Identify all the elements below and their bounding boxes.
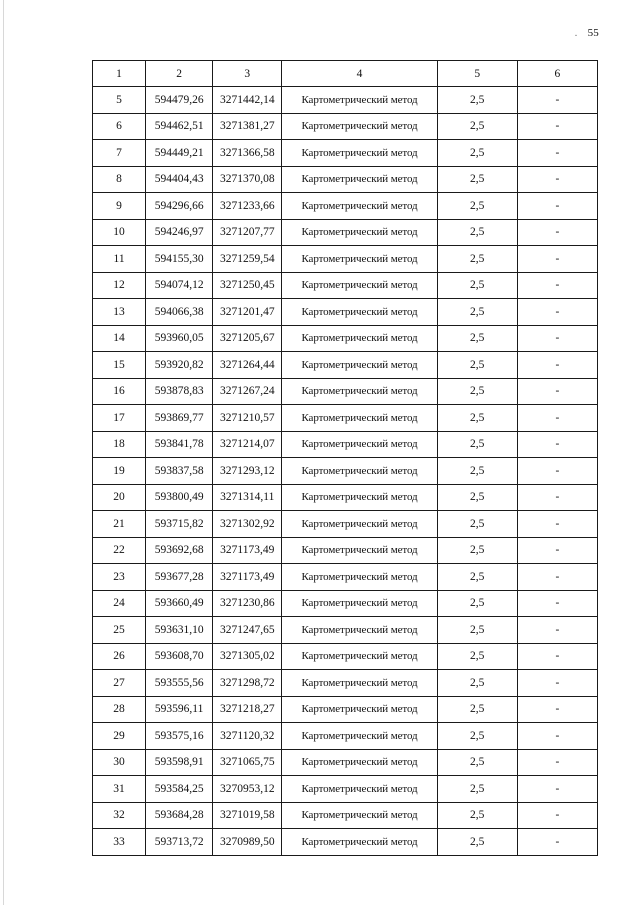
y-coordinate-cell: 3271065,75 — [213, 749, 282, 776]
accuracy-cell: 2,5 — [437, 431, 517, 458]
x-coordinate-cell: 593869,77 — [146, 405, 213, 432]
table-row — [93, 87, 598, 114]
accuracy-cell: 2,5 — [437, 140, 517, 167]
x-coordinate-cell: 593800,49 — [146, 484, 213, 511]
description-cell: - — [517, 829, 597, 856]
description-cell: - — [517, 246, 597, 273]
table-row — [93, 829, 598, 856]
description-cell: - — [517, 484, 597, 511]
x-coordinate-cell: 594462,51 — [146, 113, 213, 140]
x-coordinate-cell: 594155,30 — [146, 246, 213, 273]
x-coordinate-cell: 593841,78 — [146, 431, 213, 458]
method-cell: Картометрический метод — [282, 87, 437, 114]
point-number-cell: 27 — [93, 670, 146, 697]
x-coordinate-cell: 593631,10 — [146, 617, 213, 644]
point-number-cell: 12 — [93, 272, 146, 299]
y-coordinate-cell: 3271267,24 — [213, 378, 282, 405]
x-coordinate-cell: 593596,11 — [146, 696, 213, 723]
point-number-cell: 17 — [93, 405, 146, 432]
accuracy-cell: 2,5 — [437, 696, 517, 723]
y-coordinate-cell: 3271370,08 — [213, 166, 282, 193]
point-number-cell: 13 — [93, 299, 146, 326]
accuracy-cell: 2,5 — [437, 352, 517, 379]
table-row — [93, 458, 598, 485]
table-row — [93, 405, 598, 432]
table-row — [93, 484, 598, 511]
point-number-cell: 21 — [93, 511, 146, 538]
accuracy-cell: 2,5 — [437, 272, 517, 299]
table-row — [93, 140, 598, 167]
x-coordinate-cell: 593575,16 — [146, 723, 213, 750]
point-number-cell: 26 — [93, 643, 146, 670]
y-coordinate-cell: 3271205,67 — [213, 325, 282, 352]
y-coordinate-cell: 3271293,12 — [213, 458, 282, 485]
method-cell: Картометрический метод — [282, 405, 437, 432]
point-number-cell: 15 — [93, 352, 146, 379]
y-coordinate-cell: 3271173,49 — [213, 564, 282, 591]
x-coordinate-cell: 593960,05 — [146, 325, 213, 352]
accuracy-cell: 2,5 — [437, 829, 517, 856]
accuracy-cell: 2,5 — [437, 113, 517, 140]
point-number-cell: 28 — [93, 696, 146, 723]
method-cell: Картометрический метод — [282, 378, 437, 405]
method-cell: Картометрический метод — [282, 484, 437, 511]
accuracy-cell: 2,5 — [437, 166, 517, 193]
method-cell: Картометрический метод — [282, 246, 437, 273]
x-coordinate-cell: 594296,66 — [146, 193, 213, 220]
x-coordinate-cell: 593837,58 — [146, 458, 213, 485]
x-coordinate-cell: 593584,25 — [146, 776, 213, 803]
point-number-cell: 30 — [93, 749, 146, 776]
accuracy-cell: 2,5 — [437, 590, 517, 617]
x-coordinate-cell: 593660,49 — [146, 590, 213, 617]
description-cell: - — [517, 564, 597, 591]
point-number-cell: 5 — [93, 87, 146, 114]
page-mark: . — [574, 27, 578, 39]
y-coordinate-cell: 3271230,86 — [213, 590, 282, 617]
y-coordinate-cell: 3271019,58 — [213, 802, 282, 829]
accuracy-cell: 2,5 — [437, 484, 517, 511]
method-cell: Картометрический метод — [282, 723, 437, 750]
accuracy-cell: 2,5 — [437, 643, 517, 670]
x-coordinate-cell: 593684,28 — [146, 802, 213, 829]
accuracy-cell: 2,5 — [437, 87, 517, 114]
x-coordinate-cell: 594066,38 — [146, 299, 213, 326]
method-cell: Картометрический метод — [282, 564, 437, 591]
description-cell: - — [517, 405, 597, 432]
accuracy-cell: 2,5 — [437, 299, 517, 326]
page-number-value: 55 — [587, 27, 599, 39]
y-coordinate-cell: 3270953,12 — [213, 776, 282, 803]
description-cell: - — [517, 87, 597, 114]
x-coordinate-cell: 593555,56 — [146, 670, 213, 697]
description-cell: - — [517, 511, 597, 538]
method-cell: Картометрический метод — [282, 113, 437, 140]
accuracy-cell: 2,5 — [437, 749, 517, 776]
header-cell-2: 2 — [146, 61, 213, 87]
accuracy-cell: 2,5 — [437, 378, 517, 405]
header-cell-4: 4 — [282, 61, 437, 87]
x-coordinate-cell: 593878,83 — [146, 378, 213, 405]
table-row — [93, 272, 598, 299]
accuracy-cell: 2,5 — [437, 670, 517, 697]
table-row — [93, 617, 598, 644]
header-cell-5: 5 — [437, 61, 517, 87]
table-row — [93, 537, 598, 564]
y-coordinate-cell: 3271366,58 — [213, 140, 282, 167]
x-coordinate-cell: 593713,72 — [146, 829, 213, 856]
y-coordinate-cell: 3271233,66 — [213, 193, 282, 220]
point-number-cell: 18 — [93, 431, 146, 458]
method-cell: Картометрический метод — [282, 749, 437, 776]
method-cell: Картометрический метод — [282, 325, 437, 352]
point-number-cell: 31 — [93, 776, 146, 803]
point-number-cell: 8 — [93, 166, 146, 193]
method-cell: Картометрический метод — [282, 590, 437, 617]
accuracy-cell: 2,5 — [437, 511, 517, 538]
description-cell: - — [517, 166, 597, 193]
accuracy-cell: 2,5 — [437, 802, 517, 829]
point-number-cell: 11 — [93, 246, 146, 273]
method-cell: Картометрический метод — [282, 219, 437, 246]
x-coordinate-cell: 594404,43 — [146, 166, 213, 193]
table-row — [93, 378, 598, 405]
table-row — [93, 723, 598, 750]
table-row — [93, 352, 598, 379]
x-coordinate-cell: 593598,91 — [146, 749, 213, 776]
y-coordinate-cell: 3271442,14 — [213, 87, 282, 114]
description-cell: - — [517, 749, 597, 776]
accuracy-cell: 2,5 — [437, 193, 517, 220]
table-row — [93, 643, 598, 670]
description-cell: - — [517, 537, 597, 564]
table-row — [93, 696, 598, 723]
point-number-cell: 33 — [93, 829, 146, 856]
y-coordinate-cell: 3271201,47 — [213, 299, 282, 326]
description-cell: - — [517, 590, 597, 617]
method-cell: Картометрический метод — [282, 299, 437, 326]
description-cell: - — [517, 458, 597, 485]
point-number-cell: 22 — [93, 537, 146, 564]
table-row — [93, 590, 598, 617]
accuracy-cell: 2,5 — [437, 776, 517, 803]
y-coordinate-cell: 3271250,45 — [213, 272, 282, 299]
y-coordinate-cell: 3271264,44 — [213, 352, 282, 379]
description-cell: - — [517, 219, 597, 246]
description-cell: - — [517, 696, 597, 723]
method-cell: Картометрический метод — [282, 193, 437, 220]
description-cell: - — [517, 193, 597, 220]
point-number-cell: 10 — [93, 219, 146, 246]
description-cell: - — [517, 378, 597, 405]
header-cell-3: 3 — [213, 61, 282, 87]
accuracy-cell: 2,5 — [437, 617, 517, 644]
y-coordinate-cell: 3271302,92 — [213, 511, 282, 538]
header-cell-1: 1 — [93, 61, 146, 87]
accuracy-cell: 2,5 — [437, 537, 517, 564]
point-number-cell: 14 — [93, 325, 146, 352]
point-number-cell: 25 — [93, 617, 146, 644]
header-cell-6: 6 — [517, 61, 597, 87]
point-number-cell: 20 — [93, 484, 146, 511]
y-coordinate-cell: 3271218,27 — [213, 696, 282, 723]
y-coordinate-cell: 3271259,54 — [213, 246, 282, 273]
y-coordinate-cell: 3271381,27 — [213, 113, 282, 140]
table-row — [93, 511, 598, 538]
table-row — [93, 299, 598, 326]
x-coordinate-cell: 594449,21 — [146, 140, 213, 167]
x-coordinate-cell: 593692,68 — [146, 537, 213, 564]
method-cell: Картометрический метод — [282, 511, 437, 538]
coordinates-table — [92, 60, 598, 856]
method-cell: Картометрический метод — [282, 431, 437, 458]
description-cell: - — [517, 643, 597, 670]
accuracy-cell: 2,5 — [437, 458, 517, 485]
method-cell: Картометрический метод — [282, 802, 437, 829]
description-cell: - — [517, 272, 597, 299]
description-cell: - — [517, 802, 597, 829]
accuracy-cell: 2,5 — [437, 246, 517, 273]
method-cell: Картометрический метод — [282, 537, 437, 564]
y-coordinate-cell: 3271120,32 — [213, 723, 282, 750]
point-number-cell: 9 — [93, 193, 146, 220]
method-cell: Картометрический метод — [282, 458, 437, 485]
table-row — [93, 193, 598, 220]
accuracy-cell: 2,5 — [437, 219, 517, 246]
table-row — [93, 246, 598, 273]
point-number-cell: 7 — [93, 140, 146, 167]
table-row — [93, 431, 598, 458]
point-number-cell: 32 — [93, 802, 146, 829]
accuracy-cell: 2,5 — [437, 564, 517, 591]
table-row — [93, 219, 598, 246]
method-cell: Картометрический метод — [282, 352, 437, 379]
point-number-cell: 29 — [93, 723, 146, 750]
description-cell: - — [517, 299, 597, 326]
point-number-cell: 16 — [93, 378, 146, 405]
method-cell: Картометрический метод — [282, 272, 437, 299]
accuracy-cell: 2,5 — [437, 723, 517, 750]
description-cell: - — [517, 325, 597, 352]
y-coordinate-cell: 3271305,02 — [213, 643, 282, 670]
y-coordinate-cell: 3271247,65 — [213, 617, 282, 644]
table-row — [93, 325, 598, 352]
point-number-cell: 23 — [93, 564, 146, 591]
accuracy-cell: 2,5 — [437, 325, 517, 352]
description-cell: - — [517, 431, 597, 458]
y-coordinate-cell: 3271214,07 — [213, 431, 282, 458]
y-coordinate-cell: 3271210,57 — [213, 405, 282, 432]
page-number — [575, 27, 599, 39]
table-row — [93, 776, 598, 803]
table-body — [93, 87, 598, 856]
method-cell: Картометрический метод — [282, 776, 437, 803]
description-cell: - — [517, 140, 597, 167]
table-header-row — [93, 61, 598, 87]
description-cell: - — [517, 670, 597, 697]
y-coordinate-cell: 3271207,77 — [213, 219, 282, 246]
description-cell: - — [517, 617, 597, 644]
y-coordinate-cell: 3270989,50 — [213, 829, 282, 856]
method-cell: Картометрический метод — [282, 617, 437, 644]
point-number-cell: 24 — [93, 590, 146, 617]
x-coordinate-cell: 593920,82 — [146, 352, 213, 379]
x-coordinate-cell: 594246,97 — [146, 219, 213, 246]
method-cell: Картометрический метод — [282, 829, 437, 856]
table-row — [93, 749, 598, 776]
table-row — [93, 670, 598, 697]
x-coordinate-cell: 593608,70 — [146, 643, 213, 670]
accuracy-cell: 2,5 — [437, 405, 517, 432]
description-cell: - — [517, 113, 597, 140]
description-cell: - — [517, 723, 597, 750]
method-cell: Картометрический метод — [282, 166, 437, 193]
method-cell: Картометрический метод — [282, 670, 437, 697]
table-row — [93, 113, 598, 140]
x-coordinate-cell: 594479,26 — [146, 87, 213, 114]
description-cell: - — [517, 776, 597, 803]
y-coordinate-cell: 3271314,11 — [213, 484, 282, 511]
table-row — [93, 564, 598, 591]
description-cell: - — [517, 352, 597, 379]
x-coordinate-cell: 593715,82 — [146, 511, 213, 538]
x-coordinate-cell: 594074,12 — [146, 272, 213, 299]
method-cell: Картометрический метод — [282, 140, 437, 167]
table-row — [93, 802, 598, 829]
method-cell: Картометрический метод — [282, 696, 437, 723]
table-row — [93, 166, 598, 193]
y-coordinate-cell: 3271173,49 — [213, 537, 282, 564]
point-number-cell: 19 — [93, 458, 146, 485]
x-coordinate-cell: 593677,28 — [146, 564, 213, 591]
y-coordinate-cell: 3271298,72 — [213, 670, 282, 697]
method-cell: Картометрический метод — [282, 643, 437, 670]
point-number-cell: 6 — [93, 113, 146, 140]
